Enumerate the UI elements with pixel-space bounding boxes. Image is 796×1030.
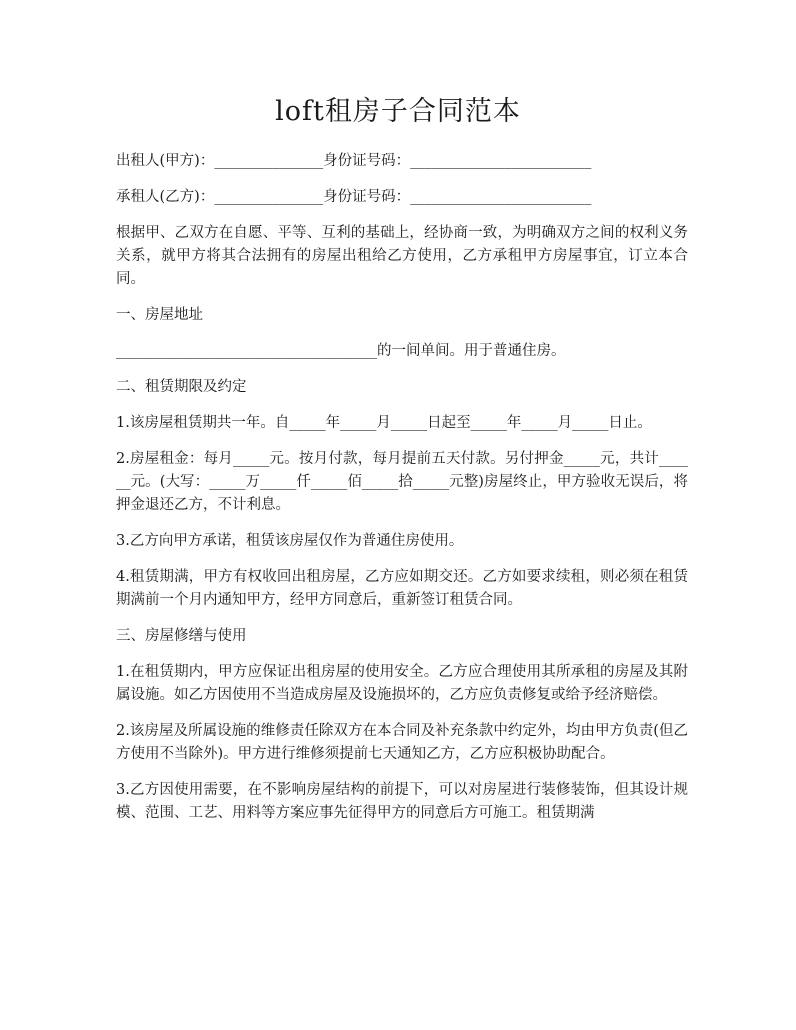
clause-maintenance: 2.该房屋及所属设施的维修责任除双方在本合同及补充条款中约定外，均由甲方负责(但乙方使用不当除外)。甲方进行维修须提前七天通知乙方，乙方应积极协助配合。 — [116, 723, 688, 762]
lessee-line: 承租人(乙方)：_______________身份证号码：_________________________ — [116, 189, 592, 205]
section-heading-repair: 三、房屋修缮与使用 — [116, 628, 247, 644]
section-heading-term: 二、租赁期限及约定 — [116, 379, 247, 395]
clause-usage: 3.乙方向甲方承诺，租赁该房屋仅作为普通住房使用。 — [116, 533, 464, 549]
clause-rent: 2.房屋租金：每月_____元。按月付款，每月提前五天付款。另付押金_____元，共计______元。(大写：_____万_____仟_____佰_____拾_____元整)房屋终止，甲方验收无误后，将押金退还乙方，不计利息。 — [116, 451, 688, 513]
document-title: loft租房子合同范本 — [275, 96, 521, 127]
clause-safety: 1.在租赁期内，甲方应保证出租房屋的使用安全。乙方应合理使用其所承租的房屋及其附属设施。如乙方因使用不当造成房屋及设施损坏的，乙方应负责修复或给予经济赔偿。 — [116, 664, 688, 703]
document-body — [116, 150, 688, 838]
lessor-line: 出租人(甲方)：_______________身份证号码：_________________________ — [116, 153, 592, 169]
address-line: ____________________________________的一间单间。用于普通住房。 — [116, 343, 566, 359]
preamble-paragraph: 根据甲、乙双方在自愿、平等、互利的基础上，经协商一致，为明确双方之间的权利义务关系，就甲方将其合法拥有的房屋出租给乙方使用，乙方承租甲方房屋事宜，订立本合同。 — [116, 225, 688, 287]
section-heading-address: 一、房屋地址 — [116, 307, 203, 323]
clause-term-period: 1.该房屋租赁期共一年。自_____年_____月_____日起至_____年_____月_____日止。 — [116, 415, 652, 431]
clause-renewal: 4.租赁期满，甲方有权收回出租房屋，乙方应如期交还。乙方如要求续租，则必须在租赁期满前一个月内通知甲方，经甲方同意后，重新签订租赁合同。 — [116, 569, 688, 608]
clause-decoration: 3.乙方因使用需要，在不影响房屋结构的前提下，可以对房屋进行装修装饰，但其设计规模、范围、工艺、用料等方案应事先征得甲方的同意后方可施工。租赁期满 — [116, 782, 688, 821]
